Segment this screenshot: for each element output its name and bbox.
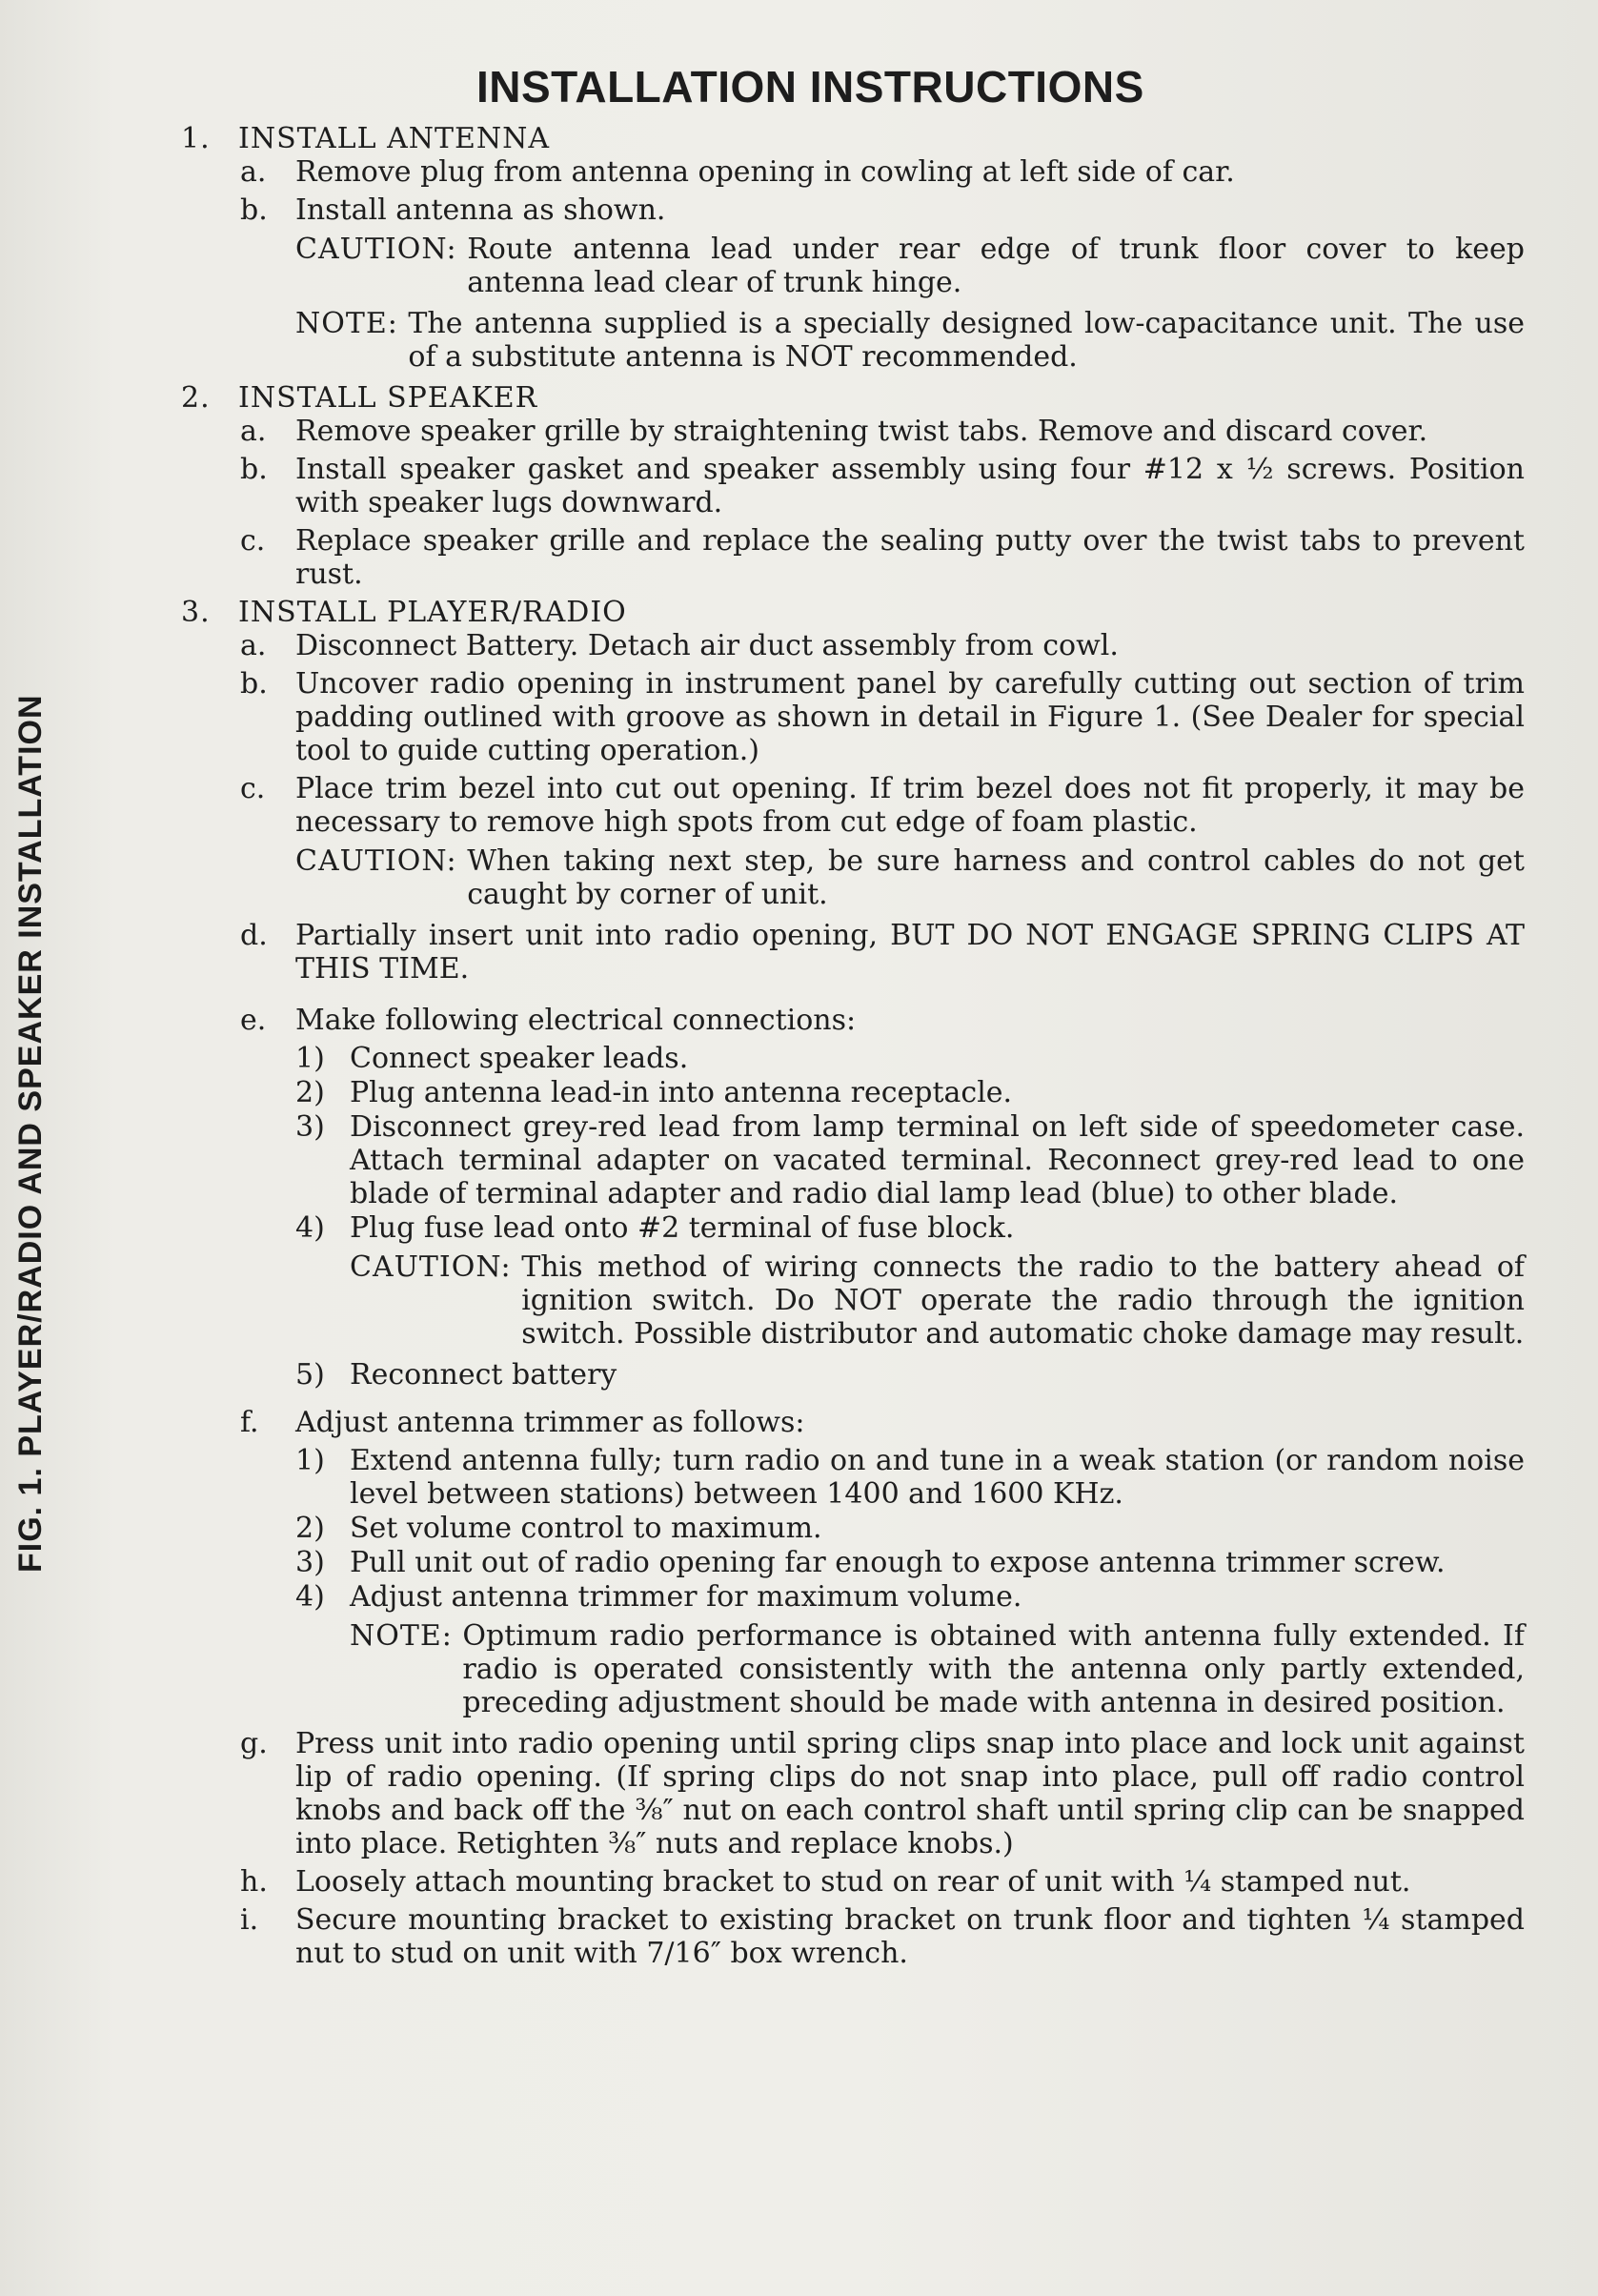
sub-step-number: 3) xyxy=(295,1110,325,1144)
step-item xyxy=(181,1903,1525,1970)
step-item xyxy=(181,919,1525,985)
step-letter: b. xyxy=(240,667,268,701)
section-title: INSTALL PLAYER/RADIO xyxy=(238,596,627,629)
step-letter: b. xyxy=(240,453,268,486)
sub-step-text: Connect speaker leads. xyxy=(350,1042,689,1075)
section-install-player-radio xyxy=(181,596,1525,1970)
step-text: Partially insert unit into radio opening, BUT DO NOT ENGAGE SPRING CLIPS AT THIS TIME. xyxy=(295,919,1525,985)
step-text: Uncover radio opening in instrument panel by carefully cutting out section of trim padding outlined with groove as shown in detail in Figure 1. (See Dealer for special tool to guide cutting operation.) xyxy=(295,667,1525,767)
section-install-speaker xyxy=(181,381,1525,591)
caution-text: Route antenna lead under rear edge of trunk floor cover to keep antenna lead clear of trunk hinge. xyxy=(467,233,1525,299)
step-item xyxy=(181,415,1525,448)
step-item xyxy=(181,524,1525,591)
step-letter: a. xyxy=(240,415,267,448)
caution-text: This method of wiring connects the radio to the battery ahead of ignition switch. Do NOT operate the radio through the ignition switch. Possible distributor and automatic choke damage may result. xyxy=(521,1250,1525,1351)
note-text: The antenna supplied is a specially designed low-capacitance unit. The use of a substitute antenna is NOT recommended. xyxy=(408,307,1525,374)
step-text: Install antenna as shown. xyxy=(295,193,666,227)
caution-text: When taking next step, be sure harness and control cables do not get caught by corner of unit. xyxy=(467,844,1525,911)
sub-step-text: Extend antenna fully; turn radio on and tune in a weak station (or random noise level between stations) between 1400 and 1600 KHz. xyxy=(350,1444,1525,1511)
caution-label: CAUTION: xyxy=(295,233,468,266)
section-heading xyxy=(181,596,1525,629)
step-item xyxy=(181,193,1525,227)
sub-step xyxy=(181,1110,1525,1210)
step-letter: g. xyxy=(240,1727,268,1760)
section-heading xyxy=(181,122,1525,155)
note-label: NOTE: xyxy=(350,1619,463,1653)
caution-note xyxy=(181,233,1525,299)
sub-step-number: 3) xyxy=(295,1546,325,1579)
step-item xyxy=(181,453,1525,519)
caution-note xyxy=(181,844,1525,911)
caution-note xyxy=(181,1250,1525,1351)
page-title: INSTALLATION INSTRUCTIONS xyxy=(476,62,1144,112)
sub-step-number: 2) xyxy=(295,1076,325,1109)
step-text: Remove plug from antenna opening in cowling at left side of car. xyxy=(295,155,1235,189)
step-item xyxy=(181,667,1525,767)
caution-label: CAUTION: xyxy=(350,1250,522,1284)
sub-step xyxy=(181,1358,1525,1392)
sub-step-number: 1) xyxy=(295,1042,325,1075)
step-letter: c. xyxy=(240,524,266,558)
step-letter: d. xyxy=(240,919,268,952)
step-text: Install speaker gasket and speaker assembly using four #12 x ½ screws. Position with speaker lugs downward. xyxy=(295,453,1525,519)
sub-step xyxy=(181,1444,1525,1511)
step-text: Place trim bezel into cut out opening. If trim bezel does not fit properly, it may be necessary to remove high spots from cut edge of foam plastic. xyxy=(295,772,1525,839)
instructions-body xyxy=(181,122,1525,1975)
step-text: Make following electrical connections: xyxy=(295,1004,857,1037)
sub-step xyxy=(181,1211,1525,1245)
section-title: INSTALL SPEAKER xyxy=(238,381,538,415)
section-title: INSTALL ANTENNA xyxy=(238,122,551,155)
step-letter: a. xyxy=(240,155,267,189)
sub-step-number: 2) xyxy=(295,1512,325,1545)
step-item xyxy=(181,1865,1525,1899)
section-number: 1. xyxy=(181,122,211,155)
section-heading xyxy=(181,381,1525,415)
caution-label: CAUTION: xyxy=(295,844,468,878)
sub-step xyxy=(181,1512,1525,1545)
note-label: NOTE: xyxy=(295,307,409,340)
sub-step-number: 5) xyxy=(295,1358,325,1392)
sub-step-text: Plug fuse lead onto #2 terminal of fuse block. xyxy=(350,1211,1015,1245)
note-text: Optimum radio performance is obtained with antenna fully extended. If radio is operated consistently with the antenna only partly extended, preceding adjustment should be made with antenna in desired position. xyxy=(462,1619,1525,1719)
sub-step-text: Adjust antenna trimmer for maximum volume. xyxy=(350,1580,1022,1614)
sub-step xyxy=(181,1580,1525,1614)
step-letter: i. xyxy=(240,1903,259,1937)
sub-step xyxy=(181,1042,1525,1075)
step-letter: a. xyxy=(240,629,267,662)
sub-step-text: Disconnect grey-red lead from lamp terminal on left side of speedometer case. Attach terminal adapter on vacated terminal. Reconnect grey-red lead to one blade of terminal adapter and radio dial lamp lead (blue) to other blade. xyxy=(350,1110,1525,1210)
sub-step-text: Reconnect battery xyxy=(350,1358,617,1392)
step-text: Loosely attach mounting bracket to stud on rear of unit with ¼ stamped nut. xyxy=(295,1865,1411,1899)
step-text: Press unit into radio opening until spring clips snap into place and lock unit against lip of radio opening. (If spring clips do not snap into place, pull off radio control knobs and back off the ⅜″ nut on each control shaft until spring clip can be snapped into place. Retighten ⅜″ nuts and replace knobs.) xyxy=(295,1727,1525,1860)
step-text: Replace speaker grille and replace the sealing putty over the twist tabs to prevent rust. xyxy=(295,524,1525,591)
step-item xyxy=(181,155,1525,189)
section-number: 3. xyxy=(181,596,211,629)
step-text: Adjust antenna trimmer as follows: xyxy=(295,1406,805,1439)
figure-caption-text: FIG. 1. PLAYER/RADIO AND SPEAKER INSTALLATION xyxy=(12,694,49,1573)
sub-step-number: 4) xyxy=(295,1580,325,1614)
sub-step xyxy=(181,1076,1525,1109)
step-letter: c. xyxy=(240,772,266,805)
step-text: Disconnect Battery. Detach air duct assembly from cowl. xyxy=(295,629,1119,662)
step-letter: b. xyxy=(240,193,268,227)
step-letter: e. xyxy=(240,1004,267,1037)
step-text: Remove speaker grille by straightening twist tabs. Remove and discard cover. xyxy=(295,415,1428,448)
step-item xyxy=(181,772,1525,839)
step-letter: h. xyxy=(240,1865,268,1899)
step-item xyxy=(181,629,1525,662)
sub-step-number: 1) xyxy=(295,1444,325,1477)
sub-step-number: 4) xyxy=(295,1211,325,1245)
step-item xyxy=(181,1727,1525,1860)
step-item xyxy=(181,1004,1525,1037)
step-text: Secure mounting bracket to existing bracket on trunk floor and tighten ¼ stamped nut to stud on unit with 7/16″ box wrench. xyxy=(295,1903,1525,1970)
step-item xyxy=(181,1406,1525,1439)
info-note xyxy=(181,307,1525,374)
info-note xyxy=(181,1619,1525,1719)
step-letter: f. xyxy=(240,1406,259,1439)
sub-step xyxy=(181,1546,1525,1579)
section-install-antenna xyxy=(181,122,1525,374)
sub-step-text: Pull unit out of radio opening far enough to expose antenna trimmer screw. xyxy=(350,1546,1446,1579)
section-number: 2. xyxy=(181,381,211,415)
sub-step-text: Plug antenna lead-in into antenna receptacle. xyxy=(350,1076,1013,1109)
sub-step-text: Set volume control to maximum. xyxy=(350,1512,822,1545)
